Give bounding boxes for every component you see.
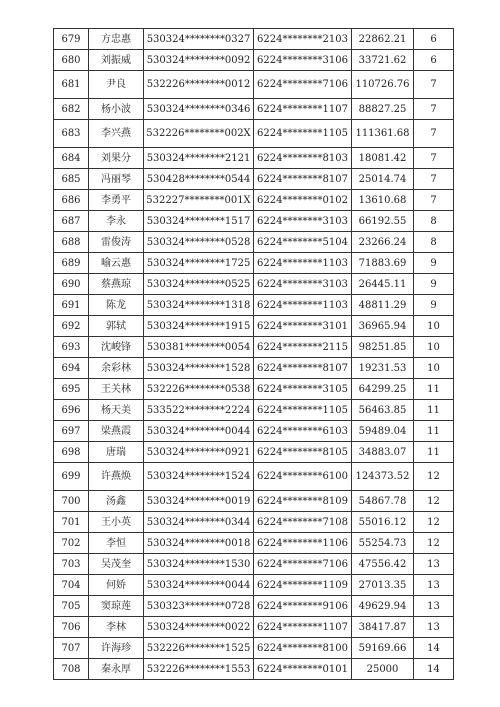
table-row xyxy=(54,148,454,169)
row-index-cell: 698 xyxy=(54,442,89,463)
name-cell: 许燕焕 xyxy=(89,463,144,491)
row-index-cell: 693 xyxy=(54,337,89,358)
name-cell: 雷俊涛 xyxy=(89,232,144,253)
table-row xyxy=(54,295,454,316)
amount-cell: 59489.04 xyxy=(352,421,414,442)
amount-cell: 33721.62 xyxy=(352,50,414,71)
table-row xyxy=(54,379,454,400)
id-number-cell: 530324********0092 xyxy=(144,50,254,71)
group-cell: 6 xyxy=(414,50,454,71)
group-cell: 7 xyxy=(414,190,454,211)
id-number-cell: 530428********0544 xyxy=(144,169,254,190)
group-cell: 12 xyxy=(414,491,454,512)
account-number-cell: 6224********2103 xyxy=(254,29,352,50)
id-number-cell: 530324********0018 xyxy=(144,533,254,554)
group-cell: 7 xyxy=(414,99,454,120)
name-cell: 何娇 xyxy=(89,575,144,596)
id-number-cell: 533522********2224 xyxy=(144,400,254,421)
name-cell: 李永 xyxy=(89,211,144,232)
name-cell: 蔡燕琼 xyxy=(89,274,144,295)
row-index-cell: 684 xyxy=(54,148,89,169)
account-number-cell: 6224********6100 xyxy=(254,463,352,491)
name-cell: 余彩林 xyxy=(89,358,144,379)
row-index-cell: 702 xyxy=(54,533,89,554)
table-row xyxy=(54,463,454,491)
amount-cell: 55254.73 xyxy=(352,533,414,554)
table-row xyxy=(54,50,454,71)
row-index-cell: 701 xyxy=(54,512,89,533)
name-cell: 汤鑫 xyxy=(89,491,144,512)
account-number-cell: 6224********6103 xyxy=(254,421,352,442)
group-cell: 9 xyxy=(414,253,454,274)
amount-cell: 22862.21 xyxy=(352,29,414,50)
row-index-cell: 683 xyxy=(54,120,89,148)
table-row xyxy=(54,533,454,554)
name-cell: 李勇平 xyxy=(89,190,144,211)
amount-cell: 88827.25 xyxy=(352,99,414,120)
row-index-cell: 691 xyxy=(54,295,89,316)
row-index-cell: 699 xyxy=(54,463,89,491)
id-number-cell: 532226********0012 xyxy=(144,71,254,99)
records-table xyxy=(53,28,454,680)
name-cell: 李恒 xyxy=(89,533,144,554)
group-cell: 14 xyxy=(414,638,454,659)
amount-cell: 66192.55 xyxy=(352,211,414,232)
account-number-cell: 6224********7106 xyxy=(254,554,352,575)
id-number-cell: 530324********0327 xyxy=(144,29,254,50)
row-index-cell: 682 xyxy=(54,99,89,120)
row-index-cell: 704 xyxy=(54,575,89,596)
id-number-cell: 530324********1530 xyxy=(144,554,254,575)
account-number-cell: 6224********2115 xyxy=(254,337,352,358)
row-index-cell: 687 xyxy=(54,211,89,232)
account-number-cell: 6224********7108 xyxy=(254,512,352,533)
amount-cell: 54867.78 xyxy=(352,491,414,512)
id-number-cell: 530324********0921 xyxy=(144,442,254,463)
name-cell: 刘振威 xyxy=(89,50,144,71)
name-cell: 陈龙 xyxy=(89,295,144,316)
id-number-cell: 532227********001X xyxy=(144,190,254,211)
group-cell: 9 xyxy=(414,295,454,316)
row-index-cell: 681 xyxy=(54,71,89,99)
id-number-cell: 530324********1524 xyxy=(144,463,254,491)
id-number-cell: 530324********1318 xyxy=(144,295,254,316)
amount-cell: 13610.68 xyxy=(352,190,414,211)
table-row xyxy=(54,575,454,596)
table-row xyxy=(54,253,454,274)
table-row xyxy=(54,554,454,575)
table-row xyxy=(54,596,454,617)
id-number-cell: 532226********1525 xyxy=(144,638,254,659)
table-row xyxy=(54,659,454,680)
group-cell: 12 xyxy=(414,512,454,533)
amount-cell: 124373.52 xyxy=(352,463,414,491)
amount-cell: 110726.76 xyxy=(352,71,414,99)
table-row xyxy=(54,400,454,421)
group-cell: 12 xyxy=(414,533,454,554)
id-number-cell: 530381********0054 xyxy=(144,337,254,358)
account-number-cell: 6224********3103 xyxy=(254,274,352,295)
row-index-cell: 679 xyxy=(54,29,89,50)
name-cell: 王小英 xyxy=(89,512,144,533)
group-cell: 14 xyxy=(414,659,454,680)
account-number-cell: 6224********8109 xyxy=(254,491,352,512)
table-row xyxy=(54,120,454,148)
table-row xyxy=(54,512,454,533)
group-cell: 13 xyxy=(414,554,454,575)
row-index-cell: 685 xyxy=(54,169,89,190)
group-cell: 10 xyxy=(414,337,454,358)
id-number-cell: 530324********1915 xyxy=(144,316,254,337)
id-number-cell: 532226********1553 xyxy=(144,659,254,680)
account-number-cell: 6224********7106 xyxy=(254,71,352,99)
name-cell: 秦永厚 xyxy=(89,659,144,680)
account-number-cell: 6224********8100 xyxy=(254,638,352,659)
row-index-cell: 703 xyxy=(54,554,89,575)
id-number-cell: 530324********0044 xyxy=(144,575,254,596)
group-cell: 11 xyxy=(414,400,454,421)
amount-cell: 27013.35 xyxy=(352,575,414,596)
group-cell: 13 xyxy=(414,575,454,596)
row-index-cell: 707 xyxy=(54,638,89,659)
id-number-cell: 530324********2121 xyxy=(144,148,254,169)
group-cell: 6 xyxy=(414,29,454,50)
name-cell: 许海珍 xyxy=(89,638,144,659)
amount-cell: 111361.68 xyxy=(352,120,414,148)
name-cell: 刘果分 xyxy=(89,148,144,169)
account-number-cell: 6224********0102 xyxy=(254,190,352,211)
table-row xyxy=(54,337,454,358)
amount-cell: 23266.24 xyxy=(352,232,414,253)
account-number-cell: 6224********8107 xyxy=(254,169,352,190)
name-cell: 李林 xyxy=(89,617,144,638)
table-row xyxy=(54,421,454,442)
id-number-cell: 530324********1517 xyxy=(144,211,254,232)
amount-cell: 48811.29 xyxy=(352,295,414,316)
id-number-cell: 530324********0346 xyxy=(144,99,254,120)
name-cell: 方忠惠 xyxy=(89,29,144,50)
account-number-cell: 6224********8107 xyxy=(254,358,352,379)
name-cell: 冯丽琴 xyxy=(89,169,144,190)
account-number-cell: 6224********0101 xyxy=(254,659,352,680)
name-cell: 梁燕霞 xyxy=(89,421,144,442)
id-number-cell: 530324********1725 xyxy=(144,253,254,274)
row-index-cell: 695 xyxy=(54,379,89,400)
amount-cell: 64299.25 xyxy=(352,379,414,400)
group-cell: 9 xyxy=(414,274,454,295)
amount-cell: 36965.94 xyxy=(352,316,414,337)
name-cell: 杨天美 xyxy=(89,400,144,421)
amount-cell: 18081.42 xyxy=(352,148,414,169)
name-cell: 王关林 xyxy=(89,379,144,400)
row-index-cell: 680 xyxy=(54,50,89,71)
row-index-cell: 705 xyxy=(54,596,89,617)
row-index-cell: 688 xyxy=(54,232,89,253)
amount-cell: 34883.07 xyxy=(352,442,414,463)
group-cell: 11 xyxy=(414,442,454,463)
group-cell: 7 xyxy=(414,148,454,169)
amount-cell: 47556.42 xyxy=(352,554,414,575)
account-number-cell: 6224********1107 xyxy=(254,99,352,120)
group-cell: 11 xyxy=(414,379,454,400)
name-cell: 窦琼莲 xyxy=(89,596,144,617)
table-row xyxy=(54,169,454,190)
name-cell: 喻云惠 xyxy=(89,253,144,274)
amount-cell: 98251.85 xyxy=(352,337,414,358)
account-number-cell: 6224********1109 xyxy=(254,575,352,596)
account-number-cell: 6224********3103 xyxy=(254,211,352,232)
account-number-cell: 6224********8105 xyxy=(254,442,352,463)
name-cell: 郭轼 xyxy=(89,316,144,337)
amount-cell: 59169.66 xyxy=(352,638,414,659)
group-cell: 13 xyxy=(414,617,454,638)
row-index-cell: 706 xyxy=(54,617,89,638)
name-cell: 唐瑞 xyxy=(89,442,144,463)
account-number-cell: 6224********5104 xyxy=(254,232,352,253)
group-cell: 8 xyxy=(414,211,454,232)
account-number-cell: 6224********1105 xyxy=(254,120,352,148)
group-cell: 11 xyxy=(414,421,454,442)
group-cell: 7 xyxy=(414,169,454,190)
table-row xyxy=(54,617,454,638)
table-row xyxy=(54,99,454,120)
records-table-body xyxy=(54,29,454,680)
table-row xyxy=(54,29,454,50)
account-number-cell: 6224********1106 xyxy=(254,533,352,554)
group-cell: 13 xyxy=(414,596,454,617)
amount-cell: 55016.12 xyxy=(352,512,414,533)
amount-cell: 56463.85 xyxy=(352,400,414,421)
group-cell: 10 xyxy=(414,316,454,337)
row-index-cell: 700 xyxy=(54,491,89,512)
account-number-cell: 6224********1103 xyxy=(254,295,352,316)
id-number-cell: 532226********0538 xyxy=(144,379,254,400)
table-row xyxy=(54,638,454,659)
group-cell: 7 xyxy=(414,120,454,148)
amount-cell: 49629.94 xyxy=(352,596,414,617)
table-row xyxy=(54,491,454,512)
group-cell: 12 xyxy=(414,463,454,491)
account-number-cell: 6224********3105 xyxy=(254,379,352,400)
amount-cell: 38417.87 xyxy=(352,617,414,638)
row-index-cell: 697 xyxy=(54,421,89,442)
group-cell: 7 xyxy=(414,71,454,99)
name-cell: 杨小波 xyxy=(89,99,144,120)
table-row xyxy=(54,190,454,211)
account-number-cell: 6224********1107 xyxy=(254,617,352,638)
id-number-cell: 530324********0044 xyxy=(144,421,254,442)
account-number-cell: 6224********3106 xyxy=(254,50,352,71)
row-index-cell: 692 xyxy=(54,316,89,337)
row-index-cell: 686 xyxy=(54,190,89,211)
id-number-cell: 530324********0019 xyxy=(144,491,254,512)
table-row xyxy=(54,274,454,295)
table-row xyxy=(54,358,454,379)
id-number-cell: 530324********0528 xyxy=(144,232,254,253)
amount-cell: 19231.53 xyxy=(352,358,414,379)
row-index-cell: 689 xyxy=(54,253,89,274)
id-number-cell: 530324********0344 xyxy=(144,512,254,533)
account-number-cell: 6224********9106 xyxy=(254,596,352,617)
row-index-cell: 690 xyxy=(54,274,89,295)
name-cell: 李兴燕 xyxy=(89,120,144,148)
group-cell: 8 xyxy=(414,232,454,253)
account-number-cell: 6224********3101 xyxy=(254,316,352,337)
row-index-cell: 708 xyxy=(54,659,89,680)
account-number-cell: 6224********8103 xyxy=(254,148,352,169)
id-number-cell: 530324********1528 xyxy=(144,358,254,379)
amount-cell: 25014.74 xyxy=(352,169,414,190)
table-row xyxy=(54,442,454,463)
account-number-cell: 6224********1105 xyxy=(254,400,352,421)
account-number-cell: 6224********1103 xyxy=(254,253,352,274)
row-index-cell: 696 xyxy=(54,400,89,421)
amount-cell: 71883.69 xyxy=(352,253,414,274)
table-row xyxy=(54,316,454,337)
id-number-cell: 530324********0022 xyxy=(144,617,254,638)
amount-cell: 25000 xyxy=(352,659,414,680)
group-cell: 10 xyxy=(414,358,454,379)
name-cell: 吴茂奎 xyxy=(89,554,144,575)
row-index-cell: 694 xyxy=(54,358,89,379)
id-number-cell: 530324********0525 xyxy=(144,274,254,295)
id-number-cell: 532226********002X xyxy=(144,120,254,148)
name-cell: 尹良 xyxy=(89,71,144,99)
name-cell: 沈峻锋 xyxy=(89,337,144,358)
table-row xyxy=(54,232,454,253)
id-number-cell: 530323********0728 xyxy=(144,596,254,617)
amount-cell: 26445.11 xyxy=(352,274,414,295)
table-row xyxy=(54,71,454,99)
table-row xyxy=(54,211,454,232)
